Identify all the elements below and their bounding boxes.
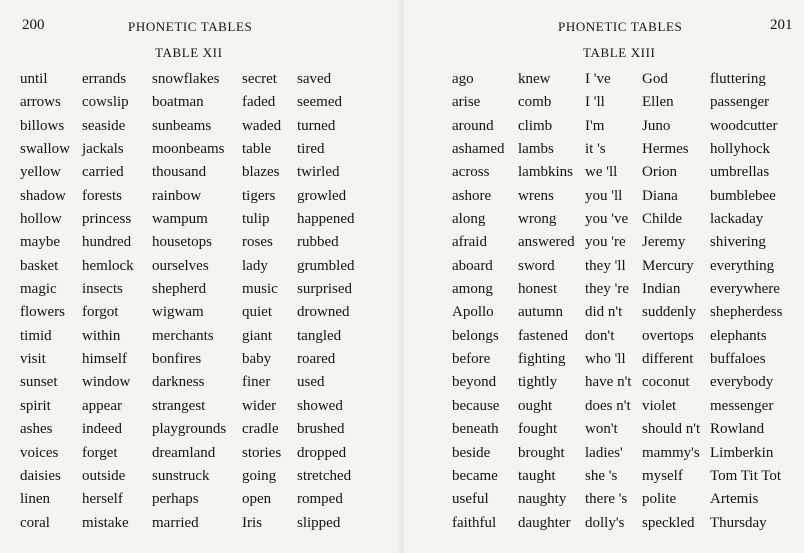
word-cell: does n't [585,397,631,414]
word-cell: Rowland [710,421,765,438]
word-cell: billows [20,117,65,134]
word-cell: Iris [242,514,262,531]
word-cell: ashes [20,421,53,438]
word-cell: aboard [452,257,493,274]
word-cell: passenger [710,94,770,111]
word-cell: among [452,281,493,298]
word-cell: basket [20,257,59,274]
word-cell: merchants [152,327,214,344]
word-cell: forests [82,187,122,204]
word-cell: different [642,351,694,368]
word-cell: ashamed [452,141,505,158]
word-cell: faithful [452,514,497,531]
word-cell: Indian [642,281,681,298]
word-cell: climb [518,117,553,134]
word-cell: hollow [20,211,62,228]
word-cell: married [152,514,199,531]
word-cell: showed [297,397,343,414]
word-cell: voices [20,444,59,461]
word-cell: tangled [297,327,342,344]
word-cell: grumbled [297,257,355,274]
table-title: TABLE XIII [583,45,656,60]
word-cell: polite [642,491,677,508]
word-cell: tigers [242,187,276,204]
word-cell: darkness [152,374,205,391]
word-cell: stories [242,444,282,461]
word-cell: ladies' [585,444,623,461]
word-cell: faded [242,94,276,111]
word-cell: used [297,374,325,391]
word-cell: until [20,71,48,87]
word-cell: romped [297,491,343,508]
word-cell: wrens [518,187,554,204]
word-cell: himself [82,351,127,368]
word-cell: beside [452,444,491,461]
word-cell: outside [82,467,126,484]
word-cell: shepherd [152,281,207,298]
word-cell: bonfires [152,351,202,368]
word-cell: shivering [710,234,766,251]
word-cell: mistake [82,514,129,531]
word-cell: forget [82,444,118,461]
word-cell: maybe [20,234,60,251]
word-cell: swallow [20,141,70,158]
table-title: TABLE XII [155,45,223,60]
word-cell: stretched [297,467,352,484]
word-cell: did n't [585,304,623,321]
word-cell: beyond [452,374,497,391]
word-cell: happened [297,211,355,228]
word-cell: lambkins [518,164,573,181]
word-cell: shepherdess [710,304,783,321]
word-cell: ought [518,397,553,414]
word-cell: spirit [20,397,51,414]
word-cell: shadow [20,187,66,204]
word-cell: indeed [82,421,122,438]
word-cell: God [642,71,668,87]
word-cell: around [452,117,494,134]
word-cell: hollyhock [710,141,770,158]
word-cell: Tom Tit Tot [710,467,781,484]
word-cell: they 're [585,281,629,298]
word-cell: because [452,397,500,414]
word-cell: roses [242,234,273,251]
word-cell: appear [82,397,122,414]
word-cell: sunset [20,374,58,391]
word-cell: Hermes [642,141,689,158]
word-cell: finer [242,374,271,391]
word-cell: timid [20,327,52,344]
word-cell: snowflakes [152,71,220,87]
word-cell: answered [518,234,575,251]
word-cell: we 'll [585,164,618,181]
word-cell: bumblebee [710,187,776,204]
word-cell: should n't [642,421,701,438]
right-page [402,0,804,553]
word-cell: dropped [297,444,347,461]
word-cell: tulip [242,211,270,228]
word-cell: coconut [642,374,690,391]
word-cell: fluttering [710,71,766,87]
word-cell: playgrounds [152,421,227,438]
word-cell: I 've [585,71,611,87]
word-cell: forgot [82,304,119,321]
word-cell: beneath [452,421,499,438]
word-cell: yellow [20,164,61,181]
word-cell: won't [585,421,618,438]
word-cell: suddenly [642,304,697,321]
word-cell: housetops [152,234,212,251]
word-cell: arrows [20,94,61,111]
word-cell: umbrellas [710,164,770,181]
running-head: PHONETIC TABLES [558,19,683,34]
word-cell: rubbed [297,234,339,251]
word-cell: carried [82,164,124,181]
word-cell: seemed [297,94,342,111]
word-cell: brushed [297,421,345,438]
word-cell: Apollo [452,304,494,321]
word-cell: useful [452,491,489,508]
word-cell: herself [82,491,123,508]
page-number: 201 [770,17,793,33]
word-cell: woodcutter [710,117,778,134]
word-cell: ashore [452,187,492,204]
word-cell: messenger [710,397,774,414]
word-cell: hundred [82,234,132,251]
word-cell: everything [710,257,775,274]
word-cell: you 'll [585,187,623,204]
word-cell: Juno [642,117,671,134]
word-cell: comb [518,94,552,111]
word-cell: across [452,164,490,181]
word-cell: Mercury [642,257,694,274]
word-cell: seaside [82,117,126,134]
word-cell: it 's [585,141,606,158]
word-cell: taught [518,467,556,484]
word-cell: Limberkin [710,444,774,461]
word-cell: buffaloes [710,351,766,368]
word-cell: surprised [297,281,352,298]
word-cell: fighting [518,351,566,368]
word-cell: twirled [297,164,340,181]
word-cell: ourselves [152,257,209,274]
word-cell: they 'll [585,257,626,274]
word-cell: princess [82,211,132,228]
word-cell: daisies [20,467,61,484]
word-cell: visit [20,351,46,368]
word-cell: wigwam [152,304,204,321]
word-cell: afraid [452,234,487,251]
word-cell: violet [642,397,677,414]
word-cell: fought [518,421,558,438]
word-cell: arise [452,94,481,111]
word-cell: I 'll [585,94,605,111]
word-cell: table [242,141,272,158]
word-cell: secret [242,71,277,87]
word-cell: moonbeams [152,141,225,158]
word-cell: Thursday [710,514,767,531]
word-cell: daughter [518,514,571,531]
word-cell: growled [297,187,347,204]
word-cell: everybody [710,374,774,391]
word-cell: hemlock [82,257,134,274]
word-cell: rainbow [152,187,202,204]
word-cell: lady [242,257,268,274]
word-cell: strangest [152,397,206,414]
running-head: PHONETIC TABLES [128,19,253,34]
word-cell: waded [242,117,282,134]
word-cell: autumn [518,304,563,321]
word-cell: magic [20,281,57,298]
word-cell: music [242,281,278,298]
word-cell: honest [518,281,558,298]
word-cell: Diana [642,187,678,204]
page-number: 200 [22,17,45,33]
word-cell: boatman [152,94,204,111]
word-cell: speckled [642,514,695,531]
word-cell: within [82,327,121,344]
word-cell: open [242,491,272,508]
word-cell: sunbeams [152,117,212,134]
word-cell: along [452,211,486,228]
word-cell: myself [642,467,683,484]
word-cell: flowers [20,304,65,321]
word-cell: quiet [242,304,272,321]
word-cell: tightly [518,374,558,391]
word-cell: naughty [518,491,567,508]
word-cell: roared [297,351,336,368]
word-cell: everywhere [710,281,780,298]
word-cell: you 've [585,211,629,228]
word-cell: mammy's [642,444,700,461]
word-cell: wampum [152,211,208,228]
word-cell: thousand [152,164,207,181]
word-cell: before [452,351,491,368]
word-cell: you 're [585,234,626,251]
word-cell: dolly's [585,514,625,531]
word-cell: wrong [518,211,557,228]
word-cell: Childe [642,211,682,228]
word-cell: fastened [518,327,568,344]
word-cell: coral [20,514,50,531]
word-cell: going [242,467,277,484]
word-cell: overtops [642,327,694,344]
word-cell: brought [518,444,565,461]
word-cell: lambs [518,141,554,158]
word-cell: I'm [585,117,605,134]
word-cell: who 'll [585,351,626,368]
word-cell: sword [518,257,555,274]
word-cell: Ellen [642,94,674,111]
word-cell: cowslip [82,94,129,111]
word-cell: slipped [297,514,341,531]
word-cell: Orion [642,164,677,181]
word-cell: belongs [452,327,499,344]
word-cell: cradle [242,421,279,438]
word-cell: insects [82,281,123,298]
word-cell: drowned [297,304,350,321]
word-cell: Artemis [710,491,759,508]
word-cell: lackaday [710,211,764,228]
word-cell: window [82,374,131,391]
word-cell: she 's [585,467,618,484]
word-cell: have n't [585,374,632,391]
word-cell: tired [297,141,325,158]
word-cell: errands [82,71,127,87]
word-cell: dreamland [152,444,216,461]
word-cell: Jeremy [642,234,686,251]
word-cell: knew [518,71,551,87]
word-cell: ago [452,71,474,87]
word-cell: elephants [710,327,767,344]
word-cell: jackals [82,141,124,158]
word-cell: baby [242,351,272,368]
word-cell: became [452,467,498,484]
word-cell: there 's [585,491,628,508]
word-cell: perhaps [152,491,199,508]
word-cell: giant [242,327,272,344]
word-cell: sunstruck [152,467,210,484]
word-cell: saved [297,71,332,87]
word-cell: wider [242,397,277,414]
word-cell: linen [20,491,50,508]
word-cell: turned [297,117,336,134]
word-cell: don't [585,327,615,344]
word-cell: blazes [242,164,280,181]
